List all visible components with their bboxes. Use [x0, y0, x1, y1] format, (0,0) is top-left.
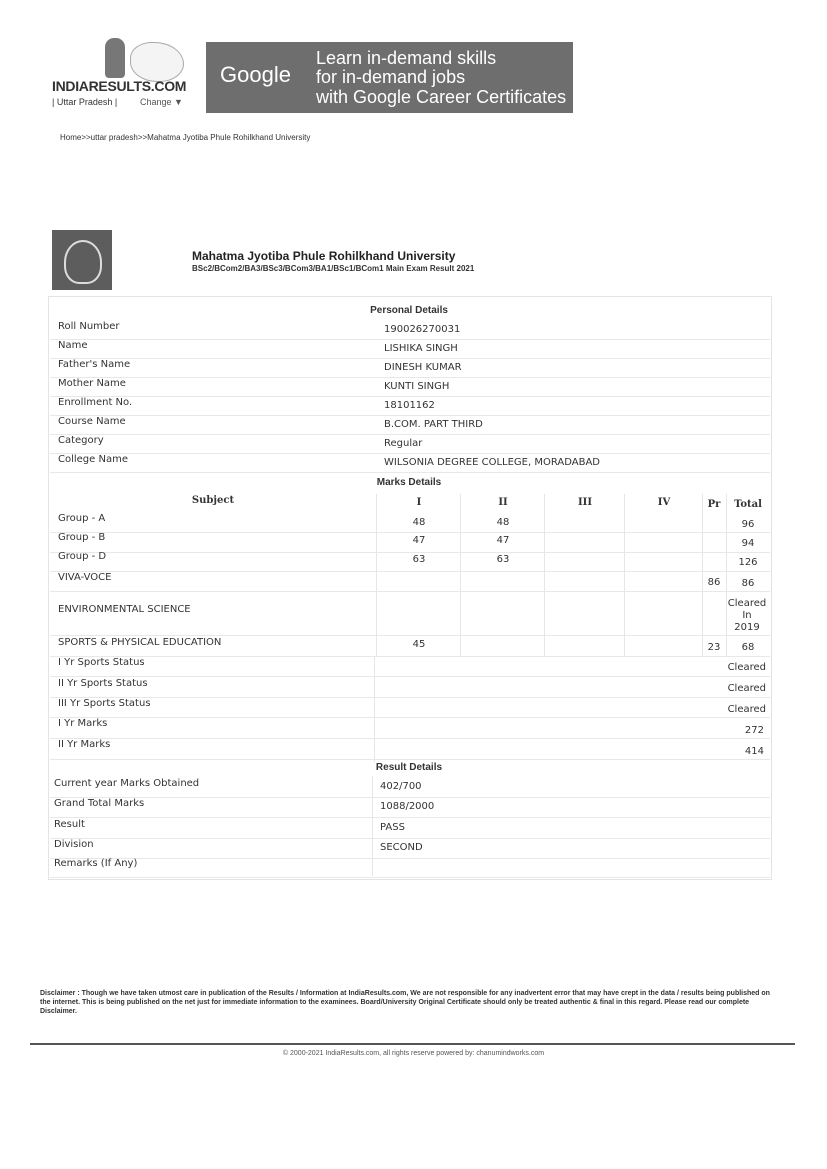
status-value: 414: [744, 746, 764, 757]
mark-ii: 47: [496, 535, 510, 546]
personal-row: [50, 358, 770, 378]
field-label: Name: [58, 340, 88, 351]
subject-name: ENVIRONMENTAL SCIENCE: [58, 604, 191, 615]
field-value: Regular: [384, 438, 423, 449]
table-row: [50, 739, 770, 760]
marks-header-iii: III: [577, 497, 593, 508]
field-value: 402/700: [380, 781, 422, 792]
status-label: I Yr Sports Status: [58, 657, 145, 668]
field-label: Result: [54, 819, 85, 830]
field-label: College Name: [58, 454, 128, 465]
ad-line-3: with Google Career Certificates: [316, 87, 567, 107]
mark-ii: 48: [496, 517, 510, 528]
logo-text: INDIARESULTS.COM: [52, 78, 187, 94]
table-row: [50, 718, 770, 739]
result-row: [50, 857, 770, 878]
subject-name: SPORTS & PHYSICAL EDUCATION: [58, 637, 222, 648]
exam-title: BSc2/BCom2/BA3/BSc3/BCom3/BA1/BSc1/BCom1 Main Exam Result 2021: [192, 264, 475, 273]
field-value: SECOND: [380, 842, 423, 853]
field-value: KUNTI SINGH: [384, 381, 450, 392]
personal-row: [50, 339, 770, 359]
india-map-icon: [130, 42, 184, 82]
result-row: [50, 838, 770, 859]
personal-details-title: Personal Details: [370, 305, 448, 316]
marks-header-i: I: [416, 497, 422, 508]
field-value: B.COM. PART THIRD: [384, 419, 483, 430]
result-row: [50, 797, 770, 818]
mark-total: 94: [741, 538, 755, 549]
personal-row: [50, 396, 770, 416]
field-label: Category: [58, 435, 104, 446]
mark-pr: 86: [707, 577, 721, 588]
marks-header-subject: Subject: [191, 495, 235, 506]
mark-pr: 23: [707, 642, 721, 653]
mark-i: 47: [412, 535, 426, 546]
mark-i: 48: [412, 517, 426, 528]
status-value: Cleared: [727, 683, 766, 694]
subject-name: Group - B: [58, 532, 106, 543]
mark-i: 63: [412, 554, 426, 565]
field-label: Enrollment No.: [58, 397, 133, 408]
field-value: DINESH KUMAR: [384, 362, 462, 373]
field-value: WILSONIA DEGREE COLLEGE, MORADABAD: [384, 457, 600, 468]
ad-brand: Google: [220, 62, 291, 87]
table-row: [50, 571, 770, 592]
google-ad-banner[interactable]: [206, 42, 573, 113]
field-label: Grand Total Marks: [54, 798, 145, 809]
status-value: Cleared: [727, 704, 766, 715]
marks-details-title: Marks Details: [376, 477, 442, 488]
personal-row: [50, 377, 770, 397]
subject-name: Group - D: [58, 551, 107, 562]
field-value: 1088/2000: [380, 801, 435, 812]
personal-row: [50, 415, 770, 435]
result-row: [50, 818, 770, 839]
field-value: 190026270031: [384, 324, 461, 335]
personal-row: [50, 453, 770, 473]
mark-total: 96: [741, 519, 755, 530]
mark-total: 126: [738, 557, 758, 568]
person-figure-icon: [105, 38, 125, 78]
field-label: Roll Number: [58, 321, 120, 332]
breadcrumb[interactable]: Home>>uttar pradesh>>Mahatma Jyotiba Phule Rohilkhand University: [60, 133, 311, 142]
marks-header-iv: IV: [657, 497, 671, 508]
result-details-title: Result Details: [375, 762, 443, 773]
marks-header-ii: II: [498, 497, 508, 508]
personal-row: [50, 434, 770, 454]
status-value: 272: [744, 725, 764, 736]
field-value: 18101162: [384, 400, 435, 411]
marks-header-pr: Pr: [707, 499, 721, 510]
subject-name: Group - A: [58, 513, 106, 524]
total-line: 2019: [734, 622, 760, 633]
field-value: LISHIKA SINGH: [384, 343, 458, 354]
university-emblem: [52, 230, 112, 290]
personal-row: [50, 320, 770, 340]
field-label: Remarks (If Any): [54, 858, 138, 869]
disclaimer-text: Disclaimer : Though we have taken utmost care in publication of the Results / Information at IndiaResults.com, We are not responsible for any inadvertent error that may have crept in the data / results being published on the internet. This is being published on the net just for immediate information to the examinees. Board/University Original Certificate should only be treated authentic & final in this regard. Please read our complete Disclaimer.: [40, 990, 770, 1015]
status-label: II Yr Marks: [58, 739, 111, 750]
table-row: [50, 656, 770, 677]
mark-total: 86: [741, 578, 755, 589]
state-label: | Uttar Pradesh |: [52, 97, 118, 107]
footer-divider: [30, 1043, 795, 1045]
field-label: Mother Name: [58, 378, 126, 389]
mark-i: 45: [412, 639, 426, 650]
subject-name: VIVA-VOCE: [58, 572, 112, 583]
field-label: Current year Marks Obtained: [54, 778, 200, 789]
change-state-link[interactable]: Change ▼: [140, 97, 183, 107]
mark-total: [726, 598, 768, 634]
university-name: Mahatma Jyotiba Phule Rohilkhand University: [192, 249, 456, 263]
emblem-icon: [64, 240, 102, 284]
marks-header-total: Total: [734, 499, 762, 510]
total-line: Cleared: [727, 598, 767, 609]
total-line: In: [742, 610, 752, 621]
ad-line-1: Learn in-demand skills: [316, 48, 497, 68]
status-label: I Yr Marks: [58, 718, 108, 729]
field-value: PASS: [380, 822, 405, 833]
mark-ii: 63: [496, 554, 510, 565]
mark-total: 68: [741, 642, 755, 653]
table-row: [50, 697, 770, 718]
field-label: Division: [54, 839, 94, 850]
result-row: [50, 777, 770, 798]
table-row: [50, 591, 770, 636]
status-label: III Yr Sports Status: [58, 698, 151, 709]
indiaresults-logo[interactable]: [50, 36, 190, 116]
ad-line-2: for in-demand jobs: [316, 67, 466, 87]
field-label: Course Name: [58, 416, 126, 427]
copyright-text: © 2000-2021 IndiaResults.com, all rights reserve powered by: chanumindworks.com: [282, 1050, 545, 1057]
field-label: Father's Name: [58, 359, 131, 370]
status-label: II Yr Sports Status: [58, 678, 148, 689]
status-value: Cleared: [727, 662, 766, 673]
table-row: [50, 677, 770, 698]
